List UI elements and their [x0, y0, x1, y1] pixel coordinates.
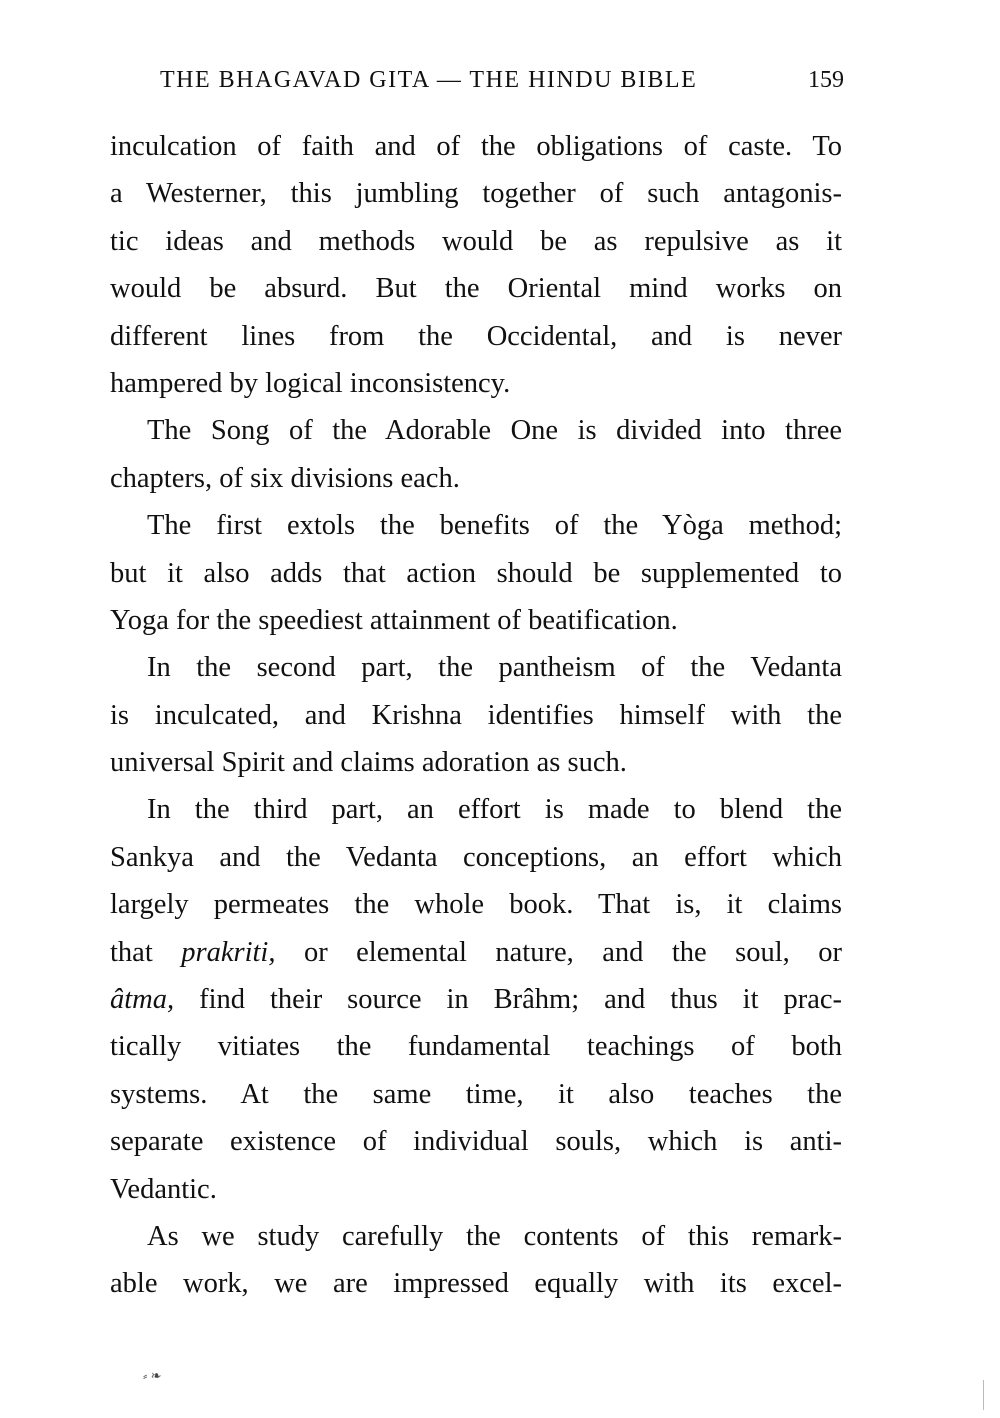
text-line-with-italic: [110, 929, 842, 976]
text-line: As we study carefully the contents of this remark-: [147, 1220, 842, 1252]
text-line-with-italic: [110, 976, 842, 1023]
text-line: able work, we are impressed equally with its excel-: [110, 1268, 842, 1300]
text-line: separate existence of individual souls, which is anti-: [110, 1126, 842, 1158]
body-text: [110, 123, 842, 1308]
text-line: inculcation of faith and of the obligations of caste. To: [110, 131, 842, 162]
text-line: hampered by logical inconsistency.: [110, 367, 511, 399]
text-line: different lines from the Occidental, and is never: [110, 320, 842, 352]
text-line: Sankya and the Vedanta conceptions, an effort which: [110, 841, 842, 873]
text-line: tic ideas and methods would be as repulsive as it: [110, 225, 842, 257]
italic-term-atma: âtma,: [110, 984, 175, 1016]
text-line: The first extols the benefits of the Yòga method;: [147, 510, 842, 542]
text-line: In the third part, an effort is made to blend the: [147, 794, 842, 826]
text-line: tically vitiates the fundamental teachings of both: [110, 1031, 842, 1063]
text-line: a Westerner, this jumbling together of such antagonis-: [110, 178, 842, 210]
scan-edge-mark: [983, 1380, 984, 1410]
printer-mark: ⸗ ❧: [143, 1368, 162, 1383]
text-line: Vedantic.: [110, 1173, 217, 1205]
text-line: In the second part, the pantheism of the Vedanta: [147, 652, 842, 684]
text-line: universal Spirit and claims adoration as such.: [110, 747, 627, 779]
text-line: would be absurd. But the Oriental mind works on: [110, 273, 842, 305]
text-line: Yoga for the speediest attainment of beatification.: [110, 604, 678, 636]
text-fragment: find their source in Brâhm; and thus it prac-: [199, 984, 842, 1016]
italic-term-prakriti: prakriti,: [181, 936, 276, 968]
running-header: [160, 62, 850, 98]
text-line: is inculcated, and Krishna identifies himself with the: [110, 699, 842, 731]
text-fragment: that: [110, 936, 153, 968]
header-title: THE BHAGAVAD GITA — THE HINDU BIBLE: [160, 67, 698, 93]
text-line: systems. At the same time, it also teaches the: [110, 1078, 842, 1110]
text-fragment: or elemental nature, and the soul, or: [303, 936, 842, 968]
text-line: largely permeates the whole book. That is, it claims: [110, 889, 842, 921]
text-line: chapters, of six divisions each.: [110, 462, 460, 494]
page-number: 159: [808, 67, 844, 93]
text-line: but it also adds that action should be supplemented to: [110, 557, 842, 589]
text-line: The Song of the Adorable One is divided into three: [147, 415, 842, 447]
